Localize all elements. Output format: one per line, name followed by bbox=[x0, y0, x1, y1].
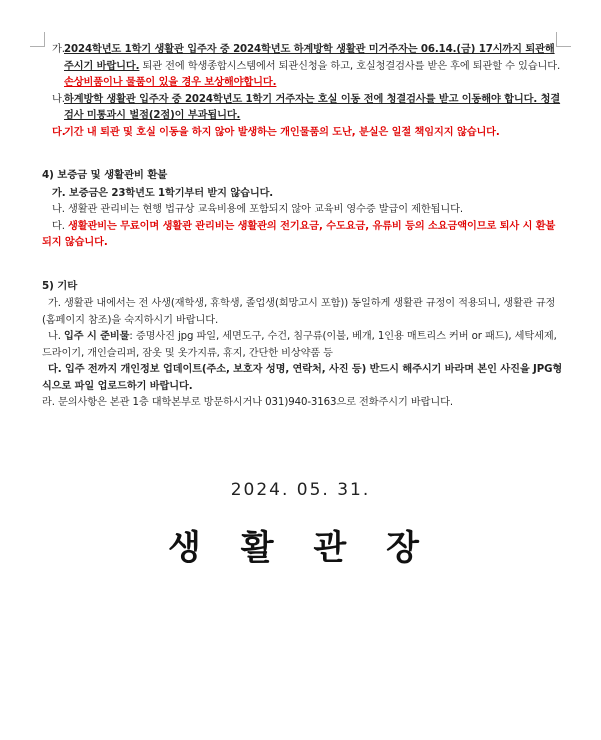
move-in-checklist-label: 입주 시 준비물 bbox=[64, 331, 130, 342]
document-body bbox=[42, 42, 564, 412]
document-date: 2024. 05. 31. bbox=[230, 480, 371, 500]
section3-item-c bbox=[42, 125, 564, 142]
liability-notice-text: 기간 내 퇴관 및 호실 이동을 하지 않아 발생하는 개인물품의 도난, 분실은 일절 책임지지 않습니다. bbox=[64, 126, 500, 138]
section4-heading: 4) 보증금 및 생활관비 환불 bbox=[42, 169, 168, 181]
refund-notice-text: 생활관비는 무료이며 생활관 관리비는 생활관의 전기요금, 수도요금, 유류비 등의 소요금액이므로 퇴사 시 환불되지 않습니다. bbox=[42, 220, 556, 248]
move-in-checklist-text: : 증명사진 jpg 파일, 세면도구, 수건, 침구류(이불, 베개, 1인용 매트리스 커버 or 패드), 세탁세제, 드라이기, 개인슬리퍼, 잠옷 및 옷가지류, 휴지, 간단한 비상약품 등 bbox=[42, 331, 557, 359]
item-marker: 나. bbox=[52, 93, 65, 105]
room-move-inspection-text: 하계방학 생활관 입주자 중 2024학년도 1학기 거주자는 호실 이동 전에 청결검사를 받고 이동해야 합니다. 청결검사 미통과시 벌점(2점)이 부과됩니다. bbox=[64, 93, 561, 121]
section3-item-b bbox=[42, 92, 564, 125]
damage-compensation-text: 손상비품이나 물품이 있을 경우 보상해야합니다. bbox=[64, 77, 277, 88]
section4-item-b: 나. 생활관 관리비는 현행 법규상 교육비용에 포함되지 않아 교육비 영수증 발급이 제한됩니다. bbox=[52, 204, 463, 215]
section5-item-c: 다. 입주 전까지 개인정보 업데이트(주소, 보호자 성명, 연락처, 사진 등) 반드시 해주시기 바라며 본인 사진을 JPG형식으로 파일 업로드하기 바랍니다. bbox=[42, 364, 563, 392]
move-out-procedure-text: 퇴관 전에 학생종합시스템에서 퇴관신청을 하고, 호실청결검사를 받은 후에 퇴관할 수 있습니다. bbox=[139, 60, 561, 72]
item-marker: 가. bbox=[52, 44, 65, 55]
section5-item-a: 가. 생활관 내에서는 전 사생(재학생, 휴학생, 졸업생(희망고시 포함)) 동일하게 생활관 규정이 적용되니, 생활관 규정(홈페이지 참조)을 숙지하시기 바랍니다. bbox=[42, 298, 556, 326]
item-marker: 다. bbox=[52, 126, 66, 138]
section4-item-a: 가. 보증금은 23학년도 1학기부터 받지 않습니다. bbox=[52, 187, 274, 199]
item-marker: 다. bbox=[52, 220, 65, 232]
signature-title: 생 활 관 장 bbox=[168, 528, 433, 568]
section4-item-c bbox=[42, 219, 564, 252]
item-marker: 나. bbox=[48, 331, 61, 342]
move-out-deadline-text: 2024학년도 1학기 생활관 입주자 중 2024학년도 하계방학 생활관 미거주자는 06.14.(금) 17시까지 퇴관해주시기 바랍니다. bbox=[64, 44, 555, 72]
section3-item-a bbox=[42, 42, 564, 92]
section5-item-b bbox=[42, 329, 564, 362]
section5-item-d: 라. 문의사항은 본관 1층 대학본부로 방문하시거나 031)940-3163으로 전화주시기 바랍니다. bbox=[42, 397, 454, 408]
section5-heading: 5) 기타 bbox=[42, 279, 78, 292]
